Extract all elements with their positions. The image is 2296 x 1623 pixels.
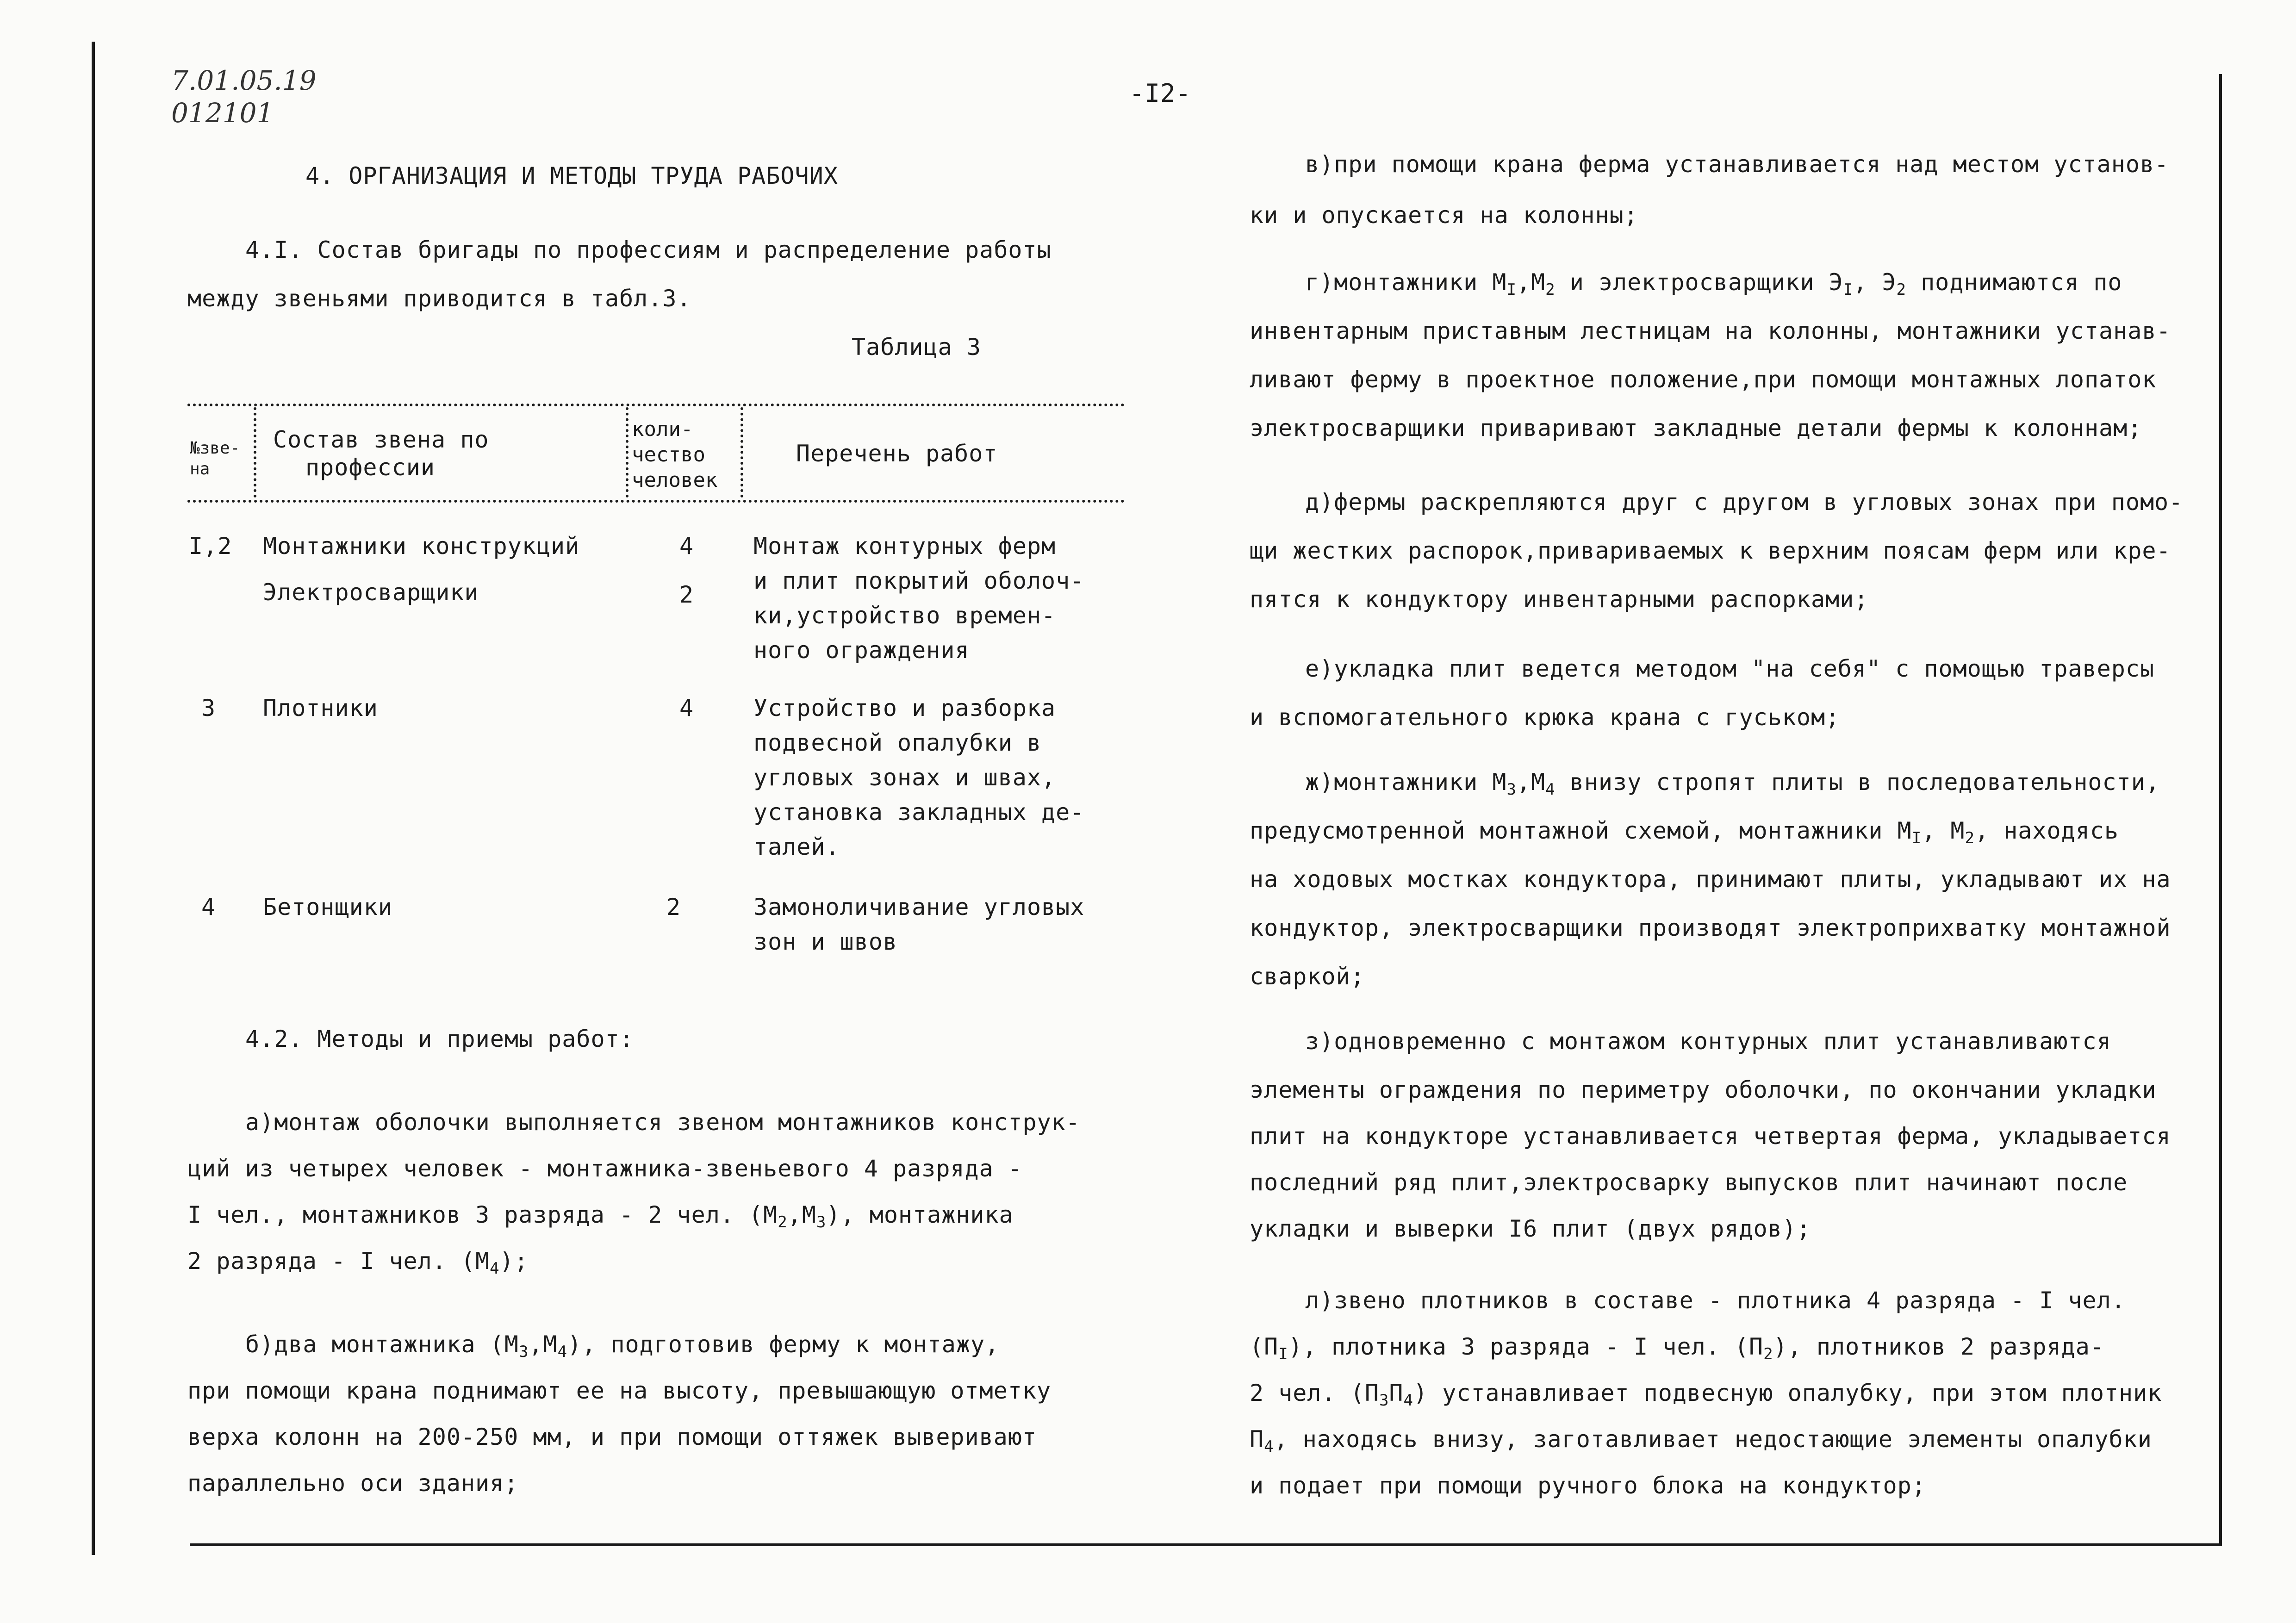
table-top-rule <box>187 404 1125 406</box>
item-b-line-2: при помощи крана поднимают ее на высоту, превышающую отметку <box>187 1377 1052 1404</box>
table-header-rule <box>187 500 1125 503</box>
table-header-col3-l3: человек <box>632 468 718 492</box>
item-g-line-4: электросварщики приваривают закладные детали фермы к колоннам; <box>1250 415 2142 442</box>
item-a-line-3: I чел., монтажников 3 разряда - 2 чел. $(М_2,М_3)$, монтажника <box>187 1201 1014 1231</box>
row1-number: I,2 <box>189 533 232 560</box>
left-margin-line <box>92 42 95 1555</box>
item-l-line-3: 2 чел. $(П_3П_4)$ устанавливает подвесную опалубку, при этом плотник <box>1250 1380 2162 1410</box>
item-b-line-4: параллельно оси здания; <box>187 1470 519 1497</box>
row3-work-l1: Замоноличивание угловых <box>753 894 1085 920</box>
table-header-col4: Перечень работ <box>796 440 998 467</box>
table-col-divider-1 <box>254 407 256 497</box>
item-g-line-1: г)монтажники $М_I,М_2$ и электросварщики $Э_I$, $Э_2$ поднимаются по <box>1305 269 2122 299</box>
table-header-col2-l2: профессии <box>305 454 435 481</box>
item-a-line-4: 2 разряда - I чел. $(М_4)$; <box>187 1248 529 1278</box>
table-header-col3-l2: чество <box>632 443 705 466</box>
item-d-line-3: пятся к кондуктору инвентарными распорками; <box>1250 586 1869 613</box>
table-header-col1-l1: №зве- <box>190 439 240 458</box>
bottom-border-line <box>190 1543 2221 1546</box>
row2-quantity: 4 <box>679 695 694 721</box>
table-header-col1-l2: на <box>190 460 210 479</box>
p41-line-2: между звеньями приводится в табл.3. <box>187 285 691 312</box>
item-l-line-5: и подает при помощи ручного блока на кондуктор; <box>1250 1472 1926 1499</box>
item-z-line-4: последний ряд плит,электросварку выпусков плит начинают после <box>1250 1169 2128 1196</box>
row2-work-l4: установка закладных де- <box>753 799 1085 826</box>
table-col-divider-2 <box>626 407 628 497</box>
table-header-col2-l1: Состав звена по <box>273 426 489 453</box>
item-b-line-1: б)два монтажника $(М_3,М_4)$, подготовив ферму к монтажу, <box>245 1331 1000 1361</box>
item-z-line-3: плит на кондукторе устанавливается четвертая ферма, укладывается <box>1250 1123 2171 1150</box>
item-g-line-2: инвентарным приставным лестницам на колонны, монтажники устанав- <box>1250 317 2171 344</box>
p41-line-1: 4.I. Состав бригады по профессиям и распределение работы <box>245 236 1052 263</box>
item-zh-line-5: сваркой; <box>1250 963 1365 990</box>
row3-work-l2: зон и швов <box>753 928 898 955</box>
row1-profession-a: Монтажники конструкций <box>263 533 580 560</box>
item-z-line-2: элементы ограждения по периметру оболочки, по окончании укладки <box>1250 1076 2157 1103</box>
item-l-line-1: л)звено плотников в составе - плотника 4 разряда - I чел. <box>1305 1287 2126 1314</box>
row2-work-l2: подвесной опалубки в <box>753 729 1042 756</box>
row3-quantity: 2 <box>666 894 681 920</box>
item-v-line-1: в)при помощи крана ферма устанавливается над местом установ- <box>1305 151 2169 178</box>
item-b-line-3: верха колонн на 200-250 мм, и при помощи оттяжек выверивают <box>187 1424 1037 1450</box>
item-z-line-5: укладки и выверки I6 плит (двух рядов); <box>1250 1215 1811 1242</box>
item-g-line-3: ливают ферму в проектное положение,при помощи монтажных лопаток <box>1250 366 2157 393</box>
row1-quantity-b: 2 <box>679 581 694 608</box>
item-zh-line-2: предусмотренной монтажной схемой, монтажники $М_I$, $М_2$, находясь <box>1250 817 2119 847</box>
item-e-line-1: е)укладка плит ведется методом "на себя" с помощью траверсы <box>1305 655 2155 682</box>
p42-title: 4.2. Методы и приемы работ: <box>245 1026 634 1052</box>
item-zh-line-1: ж)монтажники $М_3,М_4$ внизу стропят плиты в последовательности, <box>1305 769 2160 799</box>
row2-profession: Плотники <box>263 695 378 721</box>
item-l-line-4: $П_4$, находясь внизу, заготавливает недостающие элементы опалубки <box>1250 1426 2152 1456</box>
item-v-line-2: ки и опускается на колонны; <box>1250 202 1638 229</box>
row1-profession-b: Электросварщики <box>263 579 479 606</box>
row2-work-l3: угловых зонах и швах, <box>753 764 1056 791</box>
doc-code-1: 7.01.05.19 <box>171 65 317 96</box>
item-e-line-2: и вспомогательного крюка крана с гуськом; <box>1250 704 1840 731</box>
right-margin-line <box>2219 74 2222 1546</box>
row2-number: 3 <box>201 695 216 721</box>
row1-work-l1: Монтаж контурных ферм <box>753 533 1056 560</box>
row2-work-l1: Устройство и разборка <box>753 695 1056 721</box>
row1-work-l4: ного ограждения <box>753 637 970 664</box>
row1-work-l3: ки,устройство времен- <box>753 602 1056 629</box>
doc-code-2: 012101 <box>171 97 274 129</box>
item-zh-line-4: кондуктор, электросварщики производят электроприхватку монтажной <box>1250 914 2171 941</box>
item-zh-line-3: на ходовых мостках кондуктора, принимают плиты, укладывают их на <box>1250 866 2171 893</box>
row3-number: 4 <box>201 894 216 920</box>
item-a-line-1: а)монтаж оболочки выполняется звеном монтажников конструк- <box>245 1109 1080 1136</box>
row1-work-l2: и плит покрытий оболоч- <box>753 567 1085 594</box>
item-a-line-2: ций из четырех человек - монтажника-звеньевого 4 разряда - <box>187 1155 1022 1182</box>
row3-profession: Бетонщики <box>263 894 392 920</box>
row1-quantity-a: 4 <box>679 533 694 560</box>
page-number: -I2- <box>1129 79 1192 108</box>
table-col-divider-3 <box>740 407 743 497</box>
table-caption: Таблица 3 <box>852 334 981 361</box>
item-z-line-1: з)одновременно с монтажом контурных плит устанавливаются <box>1305 1028 2111 1055</box>
item-l-line-2: $(П_I)$, плотника 3 разряда - I чел. $(П_2)$, плотников 2 разряда- <box>1250 1333 2104 1363</box>
section-title: 4. ОРГАНИЗАЦИЯ И МЕТОДЫ ТРУДА РАБОЧИХ <box>305 162 838 189</box>
row2-work-l5: талей. <box>753 833 840 860</box>
item-d-line-2: щи жестких распорок,привариваемых к верхним поясам ферм или кре- <box>1250 537 2171 564</box>
table-header-col3-l1: коли- <box>632 417 693 441</box>
item-d-line-1: д)фермы раскрепляются друг с другом в угловых зонах при помо- <box>1305 489 2184 516</box>
